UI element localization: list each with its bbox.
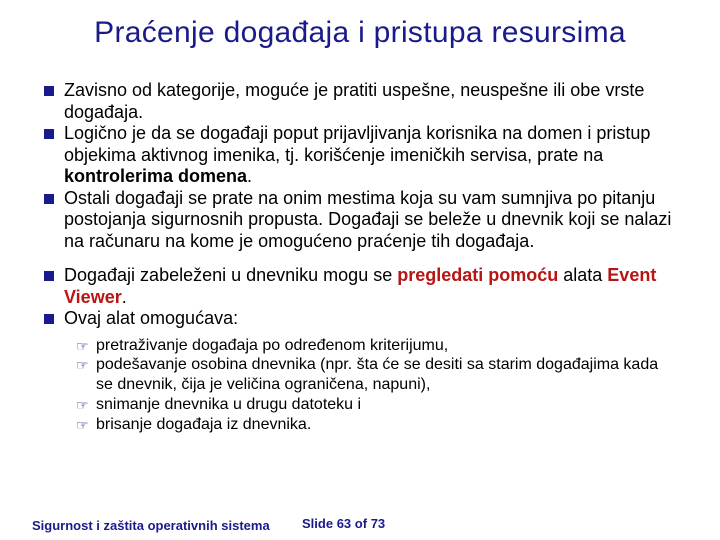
- pointing-hand-icon: ☞: [76, 416, 89, 433]
- sub-list: [44, 336, 674, 435]
- bullet-text: Logično je da se događaji poput prijavljivanja korisnika na domen i pristup objekima aktivnog imenika, tj. korišćenje imeničkih servisa, prate na: [64, 123, 651, 165]
- pointing-hand-icon: ☞: [76, 357, 89, 374]
- of-label: of: [354, 516, 368, 531]
- footer-slide-counter: [302, 516, 385, 531]
- square-bullet-icon: [44, 314, 54, 324]
- pointing-hand-icon: ☞: [76, 396, 89, 413]
- slide-number: 63: [336, 516, 352, 531]
- pointing-hand-icon: ☞: [76, 337, 89, 354]
- sub-item-text: pretraživanje događaja po određenom kriterijumu,: [96, 336, 449, 354]
- sub-item: [44, 355, 674, 395]
- slide-label: Slide: [302, 516, 334, 531]
- bullet-item: [44, 188, 674, 253]
- square-bullet-icon: [44, 86, 54, 96]
- bullet-item: [44, 265, 674, 308]
- square-bullet-icon: [44, 271, 54, 281]
- sub-item: [44, 395, 674, 415]
- slide-content: [44, 80, 674, 434]
- bullet-item: [44, 308, 674, 330]
- bullet-text: Ovaj alat omogućava:: [64, 308, 239, 328]
- bullet-text: Ostali događaji se prate na onim mestima koja su vam sumnjiva po pitanju postojanja sigurnosnih propusta. Događaji se beleže u dnevnik koji se nalazi na računaru na kome je omogućeno praćenje tih događaja.: [64, 187, 672, 251]
- bullet-item: [44, 80, 674, 123]
- sub-item-text: snimanje dnevnika u drugu datoteku i: [96, 395, 362, 413]
- bullet-text: Zavisno od kategorije, moguće je pratiti uspešne, neuspešne ili obe vrste događaja.: [64, 80, 645, 122]
- bullet-highlight-tool: Event Viewer: [64, 265, 657, 307]
- bullet-highlight: pregledati pomoću: [397, 265, 559, 285]
- bullet-emphasis: kontrolerima domena: [64, 166, 248, 186]
- bullet-text-end: .: [121, 286, 127, 307]
- square-bullet-icon: [44, 194, 54, 204]
- slide-title: Praćenje događaja i pristupa resursima: [94, 16, 626, 49]
- footer-course: Sigurnost i zaštita operativnih sistema: [32, 518, 270, 533]
- bullet-text-mid: alata: [558, 265, 608, 285]
- bullet-text-end: .: [247, 166, 253, 186]
- sub-item: [44, 415, 674, 435]
- spacer: [44, 252, 674, 265]
- sub-item-text: brisanje događaja iz dnevnika.: [96, 415, 312, 433]
- sub-item: [44, 336, 674, 356]
- square-bullet-icon: [44, 129, 54, 139]
- bullet-text: Događaji zabeleženi u dnevniku mogu se: [64, 265, 398, 285]
- bullet-item: [44, 123, 674, 188]
- sub-item-text: podešavanje osobina dnevnika (npr. šta će se desiti sa starim događajima kada se dnevnik, čija je veličina ograničena, napuni),: [96, 356, 659, 394]
- slide-total: 73: [370, 516, 386, 531]
